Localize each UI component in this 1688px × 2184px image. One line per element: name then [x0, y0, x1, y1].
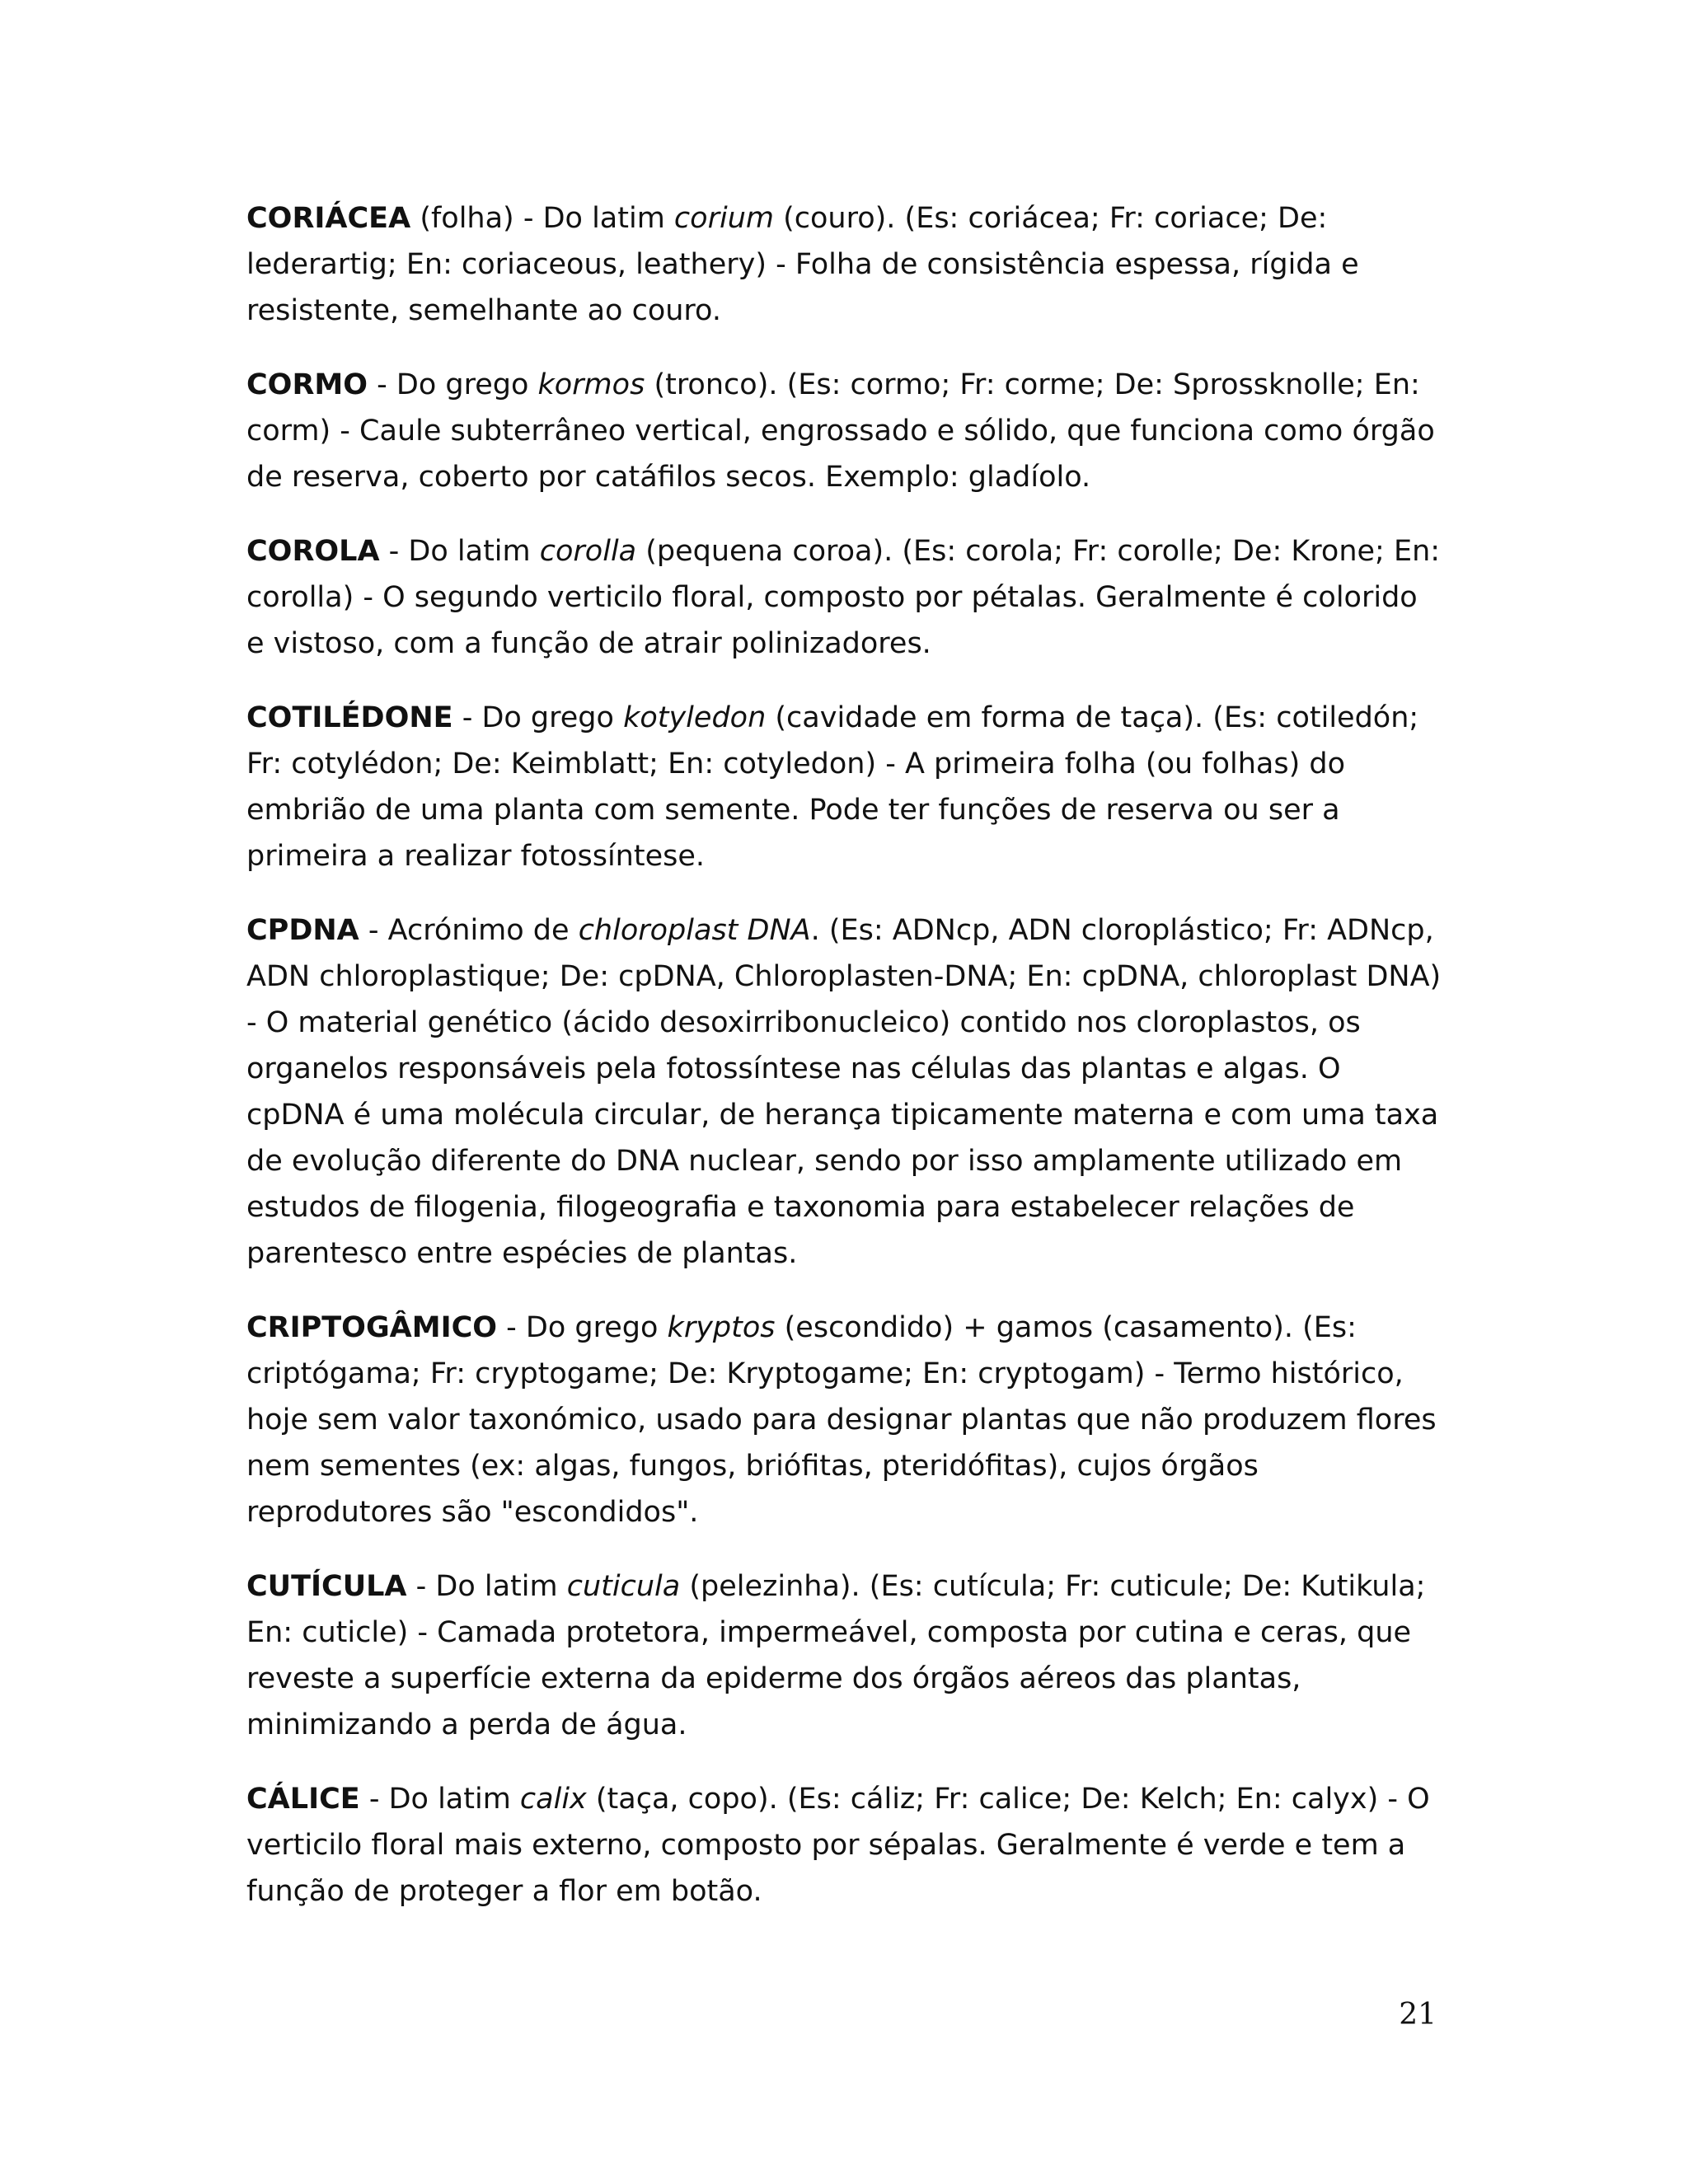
page-number: 21	[1399, 1998, 1437, 2032]
entry-prefix: - Do grego	[452, 701, 624, 734]
entry-etymology: chloroplast DNA	[578, 914, 811, 947]
glossary-entries	[246, 195, 1442, 1943]
entry-prefix: - Do latim	[359, 1783, 520, 1816]
entry-definition: (tronco). (Es: cormo; Fr: corme; De: Sprossknolle; En: corm) - Caule subterrâneo vertical, engrossado e sólido, que funciona como órgão de reserva, coberto por catáfilos secos. Exemplo: gladíolo.	[246, 368, 1435, 494]
entry-etymology: corium	[673, 202, 774, 235]
glossary-entry	[246, 362, 1442, 500]
entry-etymology: kormos	[537, 368, 645, 401]
entry-term: CÁLICE	[246, 1783, 360, 1816]
entry-definition: . (Es: ADNcp, ADN cloroplástico; Fr: ADNcp, ADN chloroplastique; De: cpDNA, Chloroplasten-DNA; En: cpDNA, chloroplast DNA) - O material genético (ácido desoxirribonucleico) contido nos cloroplastos, os organelos responsáveis pela fotossíntese nas células das plantas e algas. O cpDNA é uma molécula circular, de herança tipicamente materna e com uma taxa de evolução diferente do DNA nuclear, sendo por isso amplamente utilizado em estudos de filogenia, filogeografia e taxonomia para estabelecer relações de parentesco entre espécies de plantas.	[246, 914, 1442, 1270]
entry-term: CUTÍCULA	[246, 1570, 407, 1603]
entry-prefix: - Do latim	[406, 1570, 567, 1603]
entry-prefix: - Do grego	[497, 1311, 668, 1344]
glossary-entry	[246, 528, 1442, 667]
entry-definition: (pelezinha). (Es: cutícula; Fr: cuticule; De: Kutikula; En: cuticle) - Camada protetora, impermeável, composta por cutina e ceras, que reveste a superfície externa da epiderme dos órgãos aéreos das plantas, minimizando a perda de água.	[246, 1570, 1426, 1741]
entry-etymology: calix	[519, 1783, 587, 1816]
entry-etymology: kryptos	[667, 1311, 776, 1344]
entry-term: CORMO	[246, 368, 368, 401]
entry-definition: (taça, copo). (Es: cáliz; Fr: calice; De: Kelch; En: calyx) - O verticilo floral mais externo, composto por sépalas. Geralmente é verde e tem a função de proteger a flor em botão.	[246, 1783, 1430, 1908]
glossary-entry	[246, 907, 1442, 1277]
entry-definition: (cavidade em forma de taça). (Es: cotiledón; Fr: cotylédon; De: Keimblatt; En: cotyledon) - A primeira folha (ou folhas) do embrião de uma planta com semente. Pode ter funções de reserva ou ser a primeira a realizar fotossíntese.	[246, 701, 1419, 873]
entry-etymology: kotyledon	[623, 701, 767, 734]
entry-definition: (couro). (Es: coriácea; Fr: coriace; De: lederartig; En: coriaceous, leathery) - Folha de consistência espessa, rígida e resistente, semelhante ao couro.	[246, 202, 1359, 327]
entry-term: CPDNA	[246, 914, 359, 947]
entry-term: COROLA	[246, 535, 380, 568]
glossary-entry	[246, 1776, 1442, 1915]
glossary-entry	[246, 1305, 1442, 1535]
entry-definition: (escondido) + gamos (casamento). (Es: criptógama; Fr: cryptogame; De: Kryptogame; En: cryptogam) - Termo histórico, hoje sem valor taxonómico, usado para designar plantas que não produzem flores nem sementes (ex: algas, fungos, briófitas, pteridófitas), cujos órgãos reprodutores são "escondidos".	[246, 1311, 1437, 1529]
glossary-entry	[246, 1563, 1442, 1748]
entry-prefix: (folha) - Do latim	[410, 202, 674, 235]
entry-term: CRIPTOGÂMICO	[246, 1311, 498, 1344]
glossary-entry	[246, 195, 1442, 334]
entry-term: COTILÉDONE	[246, 701, 453, 734]
entry-etymology: cuticula	[566, 1570, 681, 1603]
entry-prefix: - Do grego	[367, 368, 538, 401]
glossary-entry	[246, 695, 1442, 879]
entry-term: CORIÁCEA	[246, 202, 411, 235]
entry-definition: (pequena coroa). (Es: corola; Fr: corolle; De: Krone; En: corolla) - O segundo verticilo floral, composto por pétalas. Geralmente é colorido e vistoso, com a função de atrair polinizadores.	[246, 535, 1441, 660]
entry-prefix: - Acrónimo de	[359, 914, 579, 947]
entry-prefix: - Do latim	[379, 535, 540, 568]
entry-etymology: corolla	[539, 535, 637, 568]
